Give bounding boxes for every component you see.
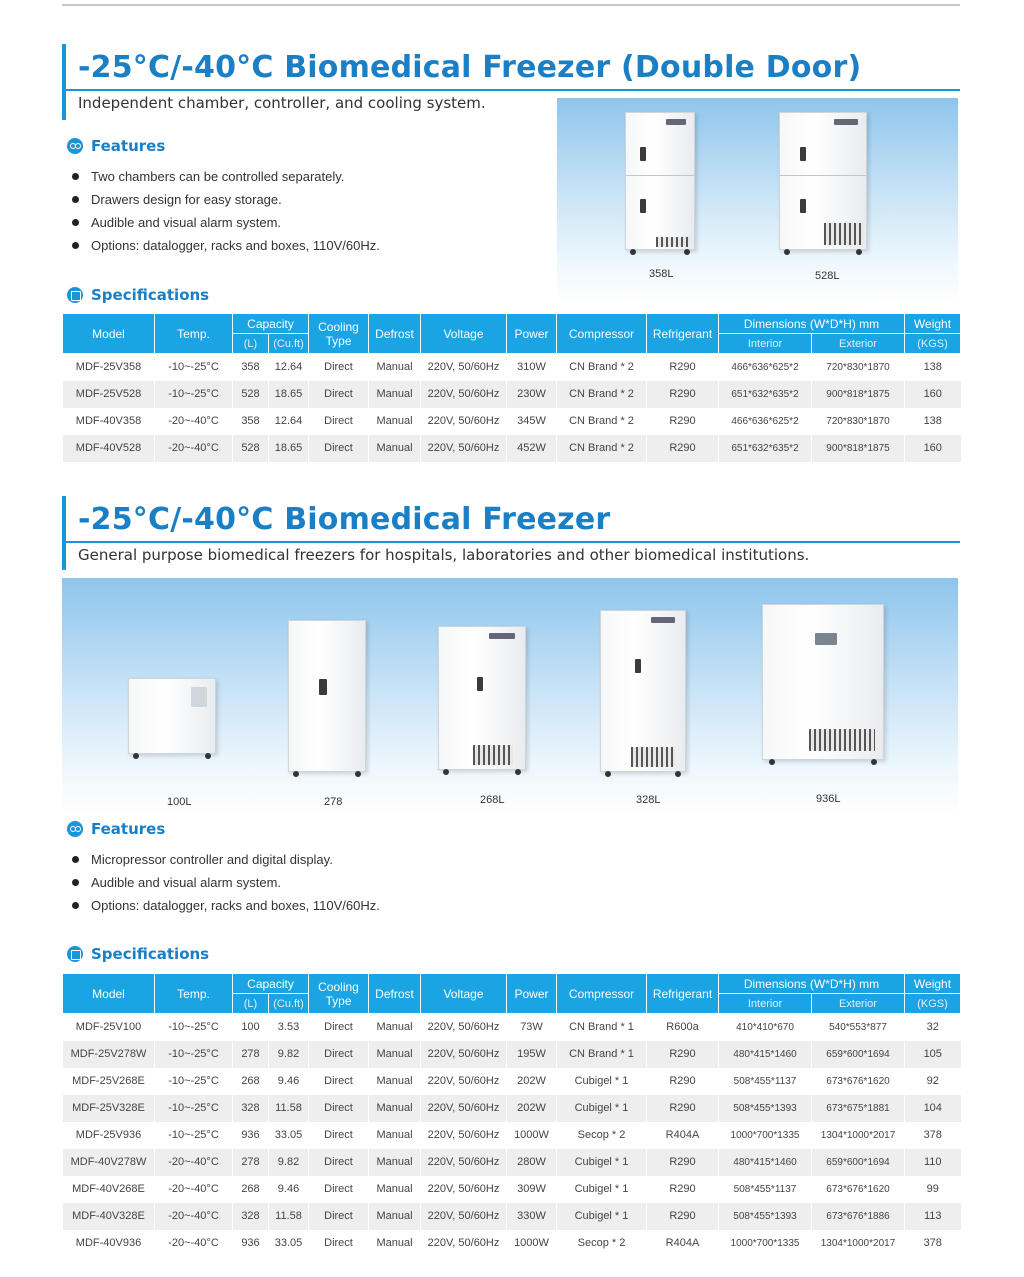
- cell-capacity-l: 528: [233, 435, 269, 462]
- cell-refrigerant: R290: [647, 1041, 719, 1068]
- cell-exterior-dims: 1304*1000*2017: [812, 1122, 905, 1149]
- cell-capacity-cuft: 11.58: [269, 1203, 309, 1230]
- cell-capacity-l: 328: [233, 1203, 269, 1230]
- cell-capacity-cuft: 9.82: [269, 1041, 309, 1068]
- cell-model: MDF-25V358: [63, 354, 155, 381]
- header-refrigerant: Refrigerant: [647, 314, 719, 354]
- feature-item: Options: datalogger, racks and boxes, 110V/60Hz.: [72, 894, 380, 917]
- cell-interior-dims: 651*632*635*2: [719, 435, 812, 462]
- feature-item: Micropressor controller and digital display.: [72, 848, 380, 871]
- cell-cooling-type: Direct: [309, 1014, 369, 1041]
- header-compressor: Compressor: [557, 314, 647, 354]
- cell-power: 1000W: [507, 1230, 557, 1257]
- cell-capacity-cuft: 3.53: [269, 1014, 309, 1041]
- cell-refrigerant: R600a: [647, 1014, 719, 1041]
- cell-model: MDF-25V528: [63, 381, 155, 408]
- cell-compressor: CN Brand * 2: [557, 354, 647, 381]
- section2-product-photo: [62, 578, 958, 816]
- cell-interior-dims: 466*636*625*2: [719, 354, 812, 381]
- features-label-text: Features: [91, 820, 166, 838]
- cell-weight: 160: [905, 435, 961, 462]
- cell-capacity-cuft: 12.64: [269, 408, 309, 435]
- cell-capacity-cuft: 11.58: [269, 1095, 309, 1122]
- header-exterior: Exterior: [812, 334, 905, 354]
- cell-power: 452W: [507, 435, 557, 462]
- cell-exterior-dims: 900*818*1875: [812, 435, 905, 462]
- specs-label-text: Specifications: [91, 286, 210, 304]
- header-refrigerant: Refrigerant: [647, 974, 719, 1014]
- cell-cooling-type: Direct: [309, 408, 369, 435]
- cell-cooling-type: Direct: [309, 435, 369, 462]
- section1-subtitle: Independent chamber, controller, and cooling system.: [78, 94, 486, 112]
- cell-refrigerant: R290: [647, 1068, 719, 1095]
- cell-interior-dims: 508*455*1137: [719, 1176, 812, 1203]
- cell-exterior-dims: 673*676*1886: [812, 1203, 905, 1230]
- cell-voltage: 220V, 50/60Hz: [421, 435, 507, 462]
- section1-title: -25°C/-40°C Biomedical Freezer (Double Door): [78, 50, 862, 85]
- photo-caption: 328L: [636, 794, 661, 806]
- cell-compressor: Secop * 2: [557, 1230, 647, 1257]
- table-row: [63, 1095, 961, 1122]
- cell-refrigerant: R404A: [647, 1122, 719, 1149]
- cell-model: MDF-40V936: [63, 1230, 155, 1257]
- cell-compressor: Cubigel * 1: [557, 1176, 647, 1203]
- cell-interior-dims: 651*632*635*2: [719, 381, 812, 408]
- header-temp: Temp.: [155, 974, 233, 1014]
- cell-compressor: CN Brand * 1: [557, 1014, 647, 1041]
- cell-model: MDF-40V528: [63, 435, 155, 462]
- header-weight: Weight: [905, 974, 961, 994]
- cell-defrost: Manual: [369, 1176, 421, 1203]
- header-defrost: Defrost: [369, 314, 421, 354]
- freezer-278-image: [288, 620, 366, 772]
- cell-capacity-cuft: 33.05: [269, 1122, 309, 1149]
- cell-temp: -10~-25°C: [155, 1068, 233, 1095]
- section2-features-label: [67, 820, 165, 838]
- photo-caption: 936L: [816, 793, 841, 805]
- cell-power: 230W: [507, 381, 557, 408]
- cell-refrigerant: R290: [647, 1203, 719, 1230]
- section1-accent-bar: [62, 44, 66, 120]
- cell-model: MDF-40V278W: [63, 1149, 155, 1176]
- cell-interior-dims: 480*415*1460: [719, 1041, 812, 1068]
- cell-defrost: Manual: [369, 1014, 421, 1041]
- cell-power: 309W: [507, 1176, 557, 1203]
- cell-defrost: Manual: [369, 1122, 421, 1149]
- cell-voltage: 220V, 50/60Hz: [421, 354, 507, 381]
- cell-power: 1000W: [507, 1122, 557, 1149]
- cell-capacity-l: 358: [233, 354, 269, 381]
- header-dimensions: Dimensions (W*D*H) mm: [719, 314, 905, 334]
- cell-power: 345W: [507, 408, 557, 435]
- cell-compressor: CN Brand * 2: [557, 408, 647, 435]
- cell-compressor: Cubigel * 1: [557, 1203, 647, 1230]
- cell-model: MDF-25V328E: [63, 1095, 155, 1122]
- header-defrost: Defrost: [369, 974, 421, 1014]
- cell-cooling-type: Direct: [309, 1095, 369, 1122]
- header-weight-unit: (KGS): [905, 994, 961, 1014]
- cell-temp: -20~-40°C: [155, 1176, 233, 1203]
- cell-defrost: Manual: [369, 381, 421, 408]
- cell-capacity-cuft: 12.64: [269, 354, 309, 381]
- cell-exterior-dims: 659*600*1694: [812, 1041, 905, 1068]
- cell-model: MDF-40V358: [63, 408, 155, 435]
- cell-model: MDF-40V268E: [63, 1176, 155, 1203]
- features-icon: [67, 138, 83, 154]
- cell-voltage: 220V, 50/60Hz: [421, 381, 507, 408]
- cell-cooling-type: Direct: [309, 354, 369, 381]
- section2-title-rule: [66, 541, 960, 543]
- cell-weight: 160: [905, 381, 961, 408]
- section1-specs-label: [67, 286, 209, 304]
- table-row: [63, 1041, 961, 1068]
- cell-compressor: Cubigel * 1: [557, 1095, 647, 1122]
- photo-caption: 358L: [649, 268, 674, 280]
- cell-interior-dims: 508*455*1393: [719, 1203, 812, 1230]
- header-voltage: Voltage: [421, 314, 507, 354]
- header-cooling-type: Cooling Type: [309, 974, 369, 1014]
- photo-caption: 528L: [815, 270, 840, 282]
- header-cooling-type: Cooling Type: [309, 314, 369, 354]
- section2-specs-label: [67, 945, 209, 963]
- cell-temp: -20~-40°C: [155, 1230, 233, 1257]
- header-interior: Interior: [719, 994, 812, 1014]
- cell-refrigerant: R290: [647, 354, 719, 381]
- cell-capacity-cuft: 18.65: [269, 381, 309, 408]
- cell-weight: 105: [905, 1041, 961, 1068]
- cell-exterior-dims: 900*818*1875: [812, 381, 905, 408]
- freezer-936l-image: [762, 604, 884, 760]
- section2-subtitle: General purpose biomedical freezers for hospitals, laboratories and other biomedical institutions.: [78, 546, 810, 564]
- header-temp: Temp.: [155, 314, 233, 354]
- header-model: Model: [63, 974, 155, 1014]
- cell-defrost: Manual: [369, 435, 421, 462]
- table-row: [63, 1203, 961, 1230]
- cell-defrost: Manual: [369, 1149, 421, 1176]
- cell-power: 330W: [507, 1203, 557, 1230]
- cell-capacity-l: 328: [233, 1095, 269, 1122]
- cell-power: 202W: [507, 1068, 557, 1095]
- cell-capacity-l: 268: [233, 1176, 269, 1203]
- cell-voltage: 220V, 50/60Hz: [421, 1230, 507, 1257]
- cell-defrost: Manual: [369, 1230, 421, 1257]
- cell-model: MDF-25V100: [63, 1014, 155, 1041]
- cell-temp: -10~-25°C: [155, 1014, 233, 1041]
- cell-temp: -10~-25°C: [155, 354, 233, 381]
- header-weight-unit: (KGS): [905, 334, 961, 354]
- cell-cooling-type: Direct: [309, 1230, 369, 1257]
- cell-compressor: CN Brand * 2: [557, 381, 647, 408]
- cell-power: 202W: [507, 1095, 557, 1122]
- cell-interior-dims: 508*455*1137: [719, 1068, 812, 1095]
- cell-weight: 32: [905, 1014, 961, 1041]
- cell-interior-dims: 1000*700*1335: [719, 1122, 812, 1149]
- cell-voltage: 220V, 50/60Hz: [421, 1014, 507, 1041]
- cell-voltage: 220V, 50/60Hz: [421, 1068, 507, 1095]
- table-row: [63, 381, 961, 408]
- cell-weight: 99: [905, 1176, 961, 1203]
- cell-interior-dims: 508*455*1393: [719, 1095, 812, 1122]
- cell-compressor: Secop * 2: [557, 1122, 647, 1149]
- cell-voltage: 220V, 50/60Hz: [421, 1149, 507, 1176]
- cell-capacity-l: 278: [233, 1149, 269, 1176]
- section2-features-list: [72, 848, 380, 917]
- cell-compressor: CN Brand * 2: [557, 435, 647, 462]
- cell-cooling-type: Direct: [309, 1122, 369, 1149]
- cell-capacity-l: 358: [233, 408, 269, 435]
- cell-capacity-l: 278: [233, 1041, 269, 1068]
- cell-refrigerant: R290: [647, 435, 719, 462]
- cell-weight: 378: [905, 1122, 961, 1149]
- header-interior: Interior: [719, 334, 812, 354]
- cell-capacity-l: 268: [233, 1068, 269, 1095]
- cell-exterior-dims: 673*676*1620: [812, 1176, 905, 1203]
- cell-exterior-dims: 673*676*1620: [812, 1068, 905, 1095]
- table-row: [63, 1122, 961, 1149]
- cell-temp: -20~-40°C: [155, 408, 233, 435]
- table-row: [63, 354, 961, 381]
- cell-exterior-dims: 1304*1000*2017: [812, 1230, 905, 1257]
- header-exterior: Exterior: [812, 994, 905, 1014]
- header-power: Power: [507, 314, 557, 354]
- cell-defrost: Manual: [369, 1068, 421, 1095]
- cell-capacity-cuft: 33.05: [269, 1230, 309, 1257]
- section2-title: -25°C/-40°C Biomedical Freezer: [78, 502, 611, 537]
- cell-weight: 138: [905, 354, 961, 381]
- cell-defrost: Manual: [369, 1095, 421, 1122]
- cell-capacity-l: 100: [233, 1014, 269, 1041]
- section2-spec-table: [62, 973, 961, 1257]
- cell-capacity-l: 528: [233, 381, 269, 408]
- specifications-icon: [67, 287, 83, 303]
- freezer-528l-image: [779, 112, 867, 250]
- section1-features-list: [72, 165, 380, 257]
- table-row: [63, 1014, 961, 1041]
- section1-product-photo: [557, 98, 958, 303]
- cell-defrost: Manual: [369, 1203, 421, 1230]
- table-row: [63, 1230, 961, 1257]
- freezer-328l-image: [600, 610, 686, 772]
- photo-caption: 268L: [480, 794, 505, 806]
- cell-exterior-dims: 720*830*1870: [812, 408, 905, 435]
- cell-cooling-type: Direct: [309, 1176, 369, 1203]
- cell-voltage: 220V, 50/60Hz: [421, 1095, 507, 1122]
- cell-weight: 92: [905, 1068, 961, 1095]
- specifications-icon: [67, 946, 83, 962]
- cell-temp: -10~-25°C: [155, 1095, 233, 1122]
- cell-exterior-dims: 673*675*1881: [812, 1095, 905, 1122]
- cell-capacity-l: 936: [233, 1230, 269, 1257]
- cell-compressor: Cubigel * 1: [557, 1068, 647, 1095]
- header-capacity-l: (L): [233, 994, 269, 1014]
- cell-defrost: Manual: [369, 1041, 421, 1068]
- cell-refrigerant: R290: [647, 1095, 719, 1122]
- section2-header: [62, 496, 960, 570]
- cell-defrost: Manual: [369, 354, 421, 381]
- freezer-268l-image: [438, 626, 526, 770]
- cell-weight: 104: [905, 1095, 961, 1122]
- cell-weight: 110: [905, 1149, 961, 1176]
- feature-item: Audible and visual alarm system.: [72, 871, 380, 894]
- cell-model: MDF-25V268E: [63, 1068, 155, 1095]
- feature-item: Audible and visual alarm system.: [72, 211, 380, 234]
- cell-voltage: 220V, 50/60Hz: [421, 408, 507, 435]
- header-capacity: Capacity: [233, 974, 309, 994]
- photo-caption: 100L: [167, 796, 192, 808]
- feature-item: Two chambers can be controlled separately.: [72, 165, 380, 188]
- cell-temp: -20~-40°C: [155, 1149, 233, 1176]
- cell-refrigerant: R290: [647, 381, 719, 408]
- section1-spec-table: [62, 313, 961, 462]
- cell-temp: -10~-25°C: [155, 1041, 233, 1068]
- cell-interior-dims: 480*415*1460: [719, 1149, 812, 1176]
- cell-defrost: Manual: [369, 408, 421, 435]
- top-divider: [62, 4, 960, 6]
- cell-cooling-type: Direct: [309, 1203, 369, 1230]
- header-compressor: Compressor: [557, 974, 647, 1014]
- section1-features-label: [67, 137, 165, 155]
- cell-voltage: 220V, 50/60Hz: [421, 1122, 507, 1149]
- header-capacity: Capacity: [233, 314, 309, 334]
- header-weight: Weight: [905, 314, 961, 334]
- table-row: [63, 435, 961, 462]
- cell-model: MDF-40V328E: [63, 1203, 155, 1230]
- header-model: Model: [63, 314, 155, 354]
- cell-cooling-type: Direct: [309, 1041, 369, 1068]
- cell-capacity-cuft: 9.46: [269, 1068, 309, 1095]
- header-capacity-l: (L): [233, 334, 269, 354]
- feature-item: Drawers design for easy storage.: [72, 188, 380, 211]
- cell-refrigerant: R404A: [647, 1230, 719, 1257]
- freezer-100l-image: [128, 678, 216, 754]
- cell-model: MDF-25V278W: [63, 1041, 155, 1068]
- cell-voltage: 220V, 50/60Hz: [421, 1203, 507, 1230]
- cell-power: 73W: [507, 1014, 557, 1041]
- features-icon: [67, 821, 83, 837]
- table-row: [63, 1149, 961, 1176]
- section2-accent-bar: [62, 496, 66, 570]
- section2-table-body: [63, 1014, 961, 1257]
- cell-interior-dims: 466*636*625*2: [719, 408, 812, 435]
- header-dimensions: Dimensions (W*D*H) mm: [719, 974, 905, 994]
- cell-temp: -20~-40°C: [155, 1203, 233, 1230]
- cell-exterior-dims: 659*600*1694: [812, 1149, 905, 1176]
- freezer-358l-image: [625, 112, 695, 250]
- cell-capacity-cuft: 9.82: [269, 1149, 309, 1176]
- cell-cooling-type: Direct: [309, 1149, 369, 1176]
- cell-compressor: CN Brand * 1: [557, 1041, 647, 1068]
- cell-capacity-l: 936: [233, 1122, 269, 1149]
- cell-exterior-dims: 540*553*877: [812, 1014, 905, 1041]
- cell-power: 195W: [507, 1041, 557, 1068]
- cell-weight: 378: [905, 1230, 961, 1257]
- cell-interior-dims: 1000*700*1335: [719, 1230, 812, 1257]
- cell-voltage: 220V, 50/60Hz: [421, 1176, 507, 1203]
- cell-voltage: 220V, 50/60Hz: [421, 1041, 507, 1068]
- feature-item: Options: datalogger, racks and boxes, 110V/60Hz.: [72, 234, 380, 257]
- cell-weight: 138: [905, 408, 961, 435]
- cell-refrigerant: R290: [647, 408, 719, 435]
- cell-temp: -20~-40°C: [155, 435, 233, 462]
- cell-cooling-type: Direct: [309, 1068, 369, 1095]
- cell-capacity-cuft: 9.46: [269, 1176, 309, 1203]
- cell-temp: -10~-25°C: [155, 381, 233, 408]
- specs-label-text: Specifications: [91, 945, 210, 963]
- cell-temp: -10~-25°C: [155, 1122, 233, 1149]
- cell-weight: 113: [905, 1203, 961, 1230]
- table-row: [63, 408, 961, 435]
- cell-model: MDF-25V936: [63, 1122, 155, 1149]
- header-voltage: Voltage: [421, 974, 507, 1014]
- table-row: [63, 1068, 961, 1095]
- section1-title-rule: [66, 89, 960, 91]
- cell-exterior-dims: 720*830*1870: [812, 354, 905, 381]
- table-row: [63, 1176, 961, 1203]
- header-power: Power: [507, 974, 557, 1014]
- cell-cooling-type: Direct: [309, 381, 369, 408]
- photo-caption: 278: [324, 796, 343, 808]
- cell-compressor: Cubigel * 1: [557, 1149, 647, 1176]
- header-capacity-cuft: (Cu.ft): [269, 994, 309, 1014]
- cell-refrigerant: R290: [647, 1176, 719, 1203]
- cell-interior-dims: 410*410*670: [719, 1014, 812, 1041]
- cell-power: 280W: [507, 1149, 557, 1176]
- header-capacity-cuft: (Cu.ft): [269, 334, 309, 354]
- cell-refrigerant: R290: [647, 1149, 719, 1176]
- features-label-text: Features: [91, 137, 166, 155]
- cell-power: 310W: [507, 354, 557, 381]
- section1-table-body: [63, 354, 961, 462]
- cell-capacity-cuft: 18.65: [269, 435, 309, 462]
